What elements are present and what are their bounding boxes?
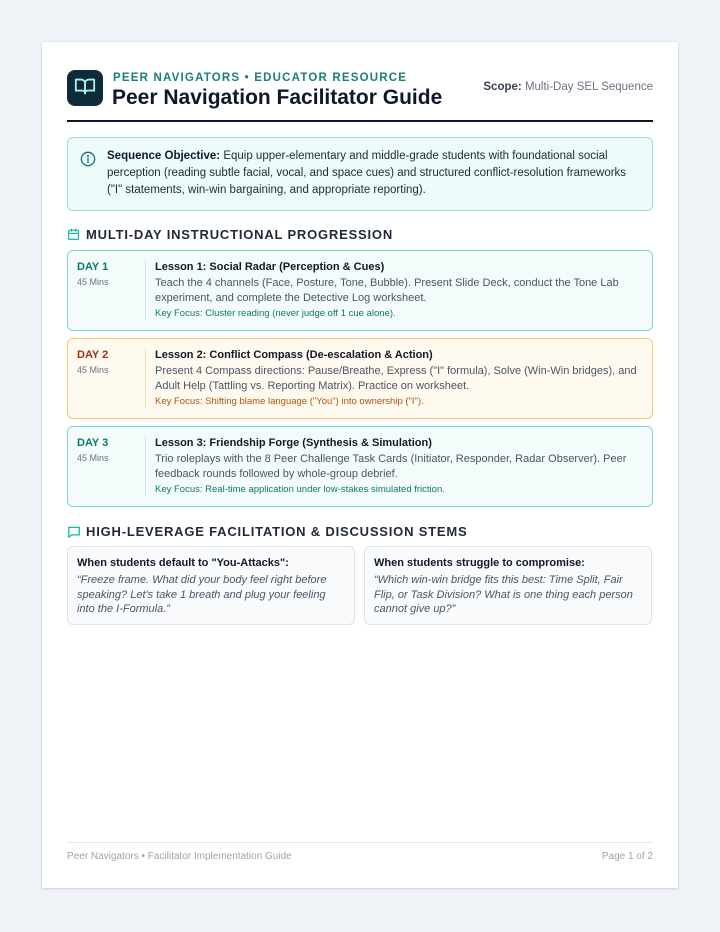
objective-label: Sequence Objective: bbox=[107, 150, 221, 162]
objective-body: Equip upper-elementary and middle-grade students with foundational social perception (reading subtle facial, vocal, and space cues) and structured conflict-resolution frameworks ("I" statements, win-win bargaining, and appropriate reporting). bbox=[107, 150, 627, 196]
lesson-title: Lesson 3: Friendship Forge (Synthesis & Simulation) bbox=[155, 437, 432, 449]
brand-eyebrow: PEER NAVIGATORS • EDUCATOR RESOURCE bbox=[113, 72, 408, 84]
header-divider bbox=[67, 120, 653, 122]
scope-meta bbox=[483, 81, 653, 93]
stem-quote: “Which win-win bridge fits this best: Time Split, Fair Flip, or Task Division? What is one thing each person cannot give up?” bbox=[374, 574, 633, 615]
page-header bbox=[67, 70, 653, 122]
stem-card-you-attacks bbox=[67, 546, 355, 625]
calendar-icon bbox=[67, 228, 80, 246]
info-circle-icon bbox=[80, 151, 96, 172]
objective-callout bbox=[67, 137, 653, 211]
stem-title: When students struggle to compromise: bbox=[374, 557, 585, 569]
day-duration: 45 Mins bbox=[77, 453, 109, 463]
lesson-description: Trio roleplays with the 8 Peer Challenge Task Cards (Initiator, Responder, Radar Observer). Peer feedback rounds followed by whole-group debrief. bbox=[155, 453, 627, 480]
day-label: DAY 1 bbox=[77, 261, 109, 273]
lesson-key-focus: Key Focus: Shifting blame language ("You") into ownership ("I"). bbox=[155, 396, 424, 407]
scope-value: Multi-Day SEL Sequence bbox=[524, 81, 653, 93]
lesson-key-focus: Key Focus: Cluster reading (never judge off 1 cue alone). bbox=[155, 308, 396, 319]
day-divider bbox=[145, 348, 146, 408]
lesson-description: Present 4 Compass directions: Pause/Breathe, Express ("I" formula), Solve (Win-Win bridges), and Adult Help (Tattling vs. Reporting Matrix). Practice on worksheet. bbox=[155, 365, 637, 392]
day-duration: 45 Mins bbox=[77, 365, 109, 375]
lesson-description: Teach the 4 channels (Face, Posture, Tone, Bubble). Present Slide Deck, conduct the Tone Lab experiment, and complete the Detective Log worksheet. bbox=[155, 277, 619, 304]
open-book-icon bbox=[74, 75, 96, 102]
page-content bbox=[67, 42, 653, 888]
page-number: Page 1 of 2 bbox=[601, 851, 653, 862]
page-title: Peer Navigation Facilitator Guide bbox=[112, 86, 443, 109]
day-divider bbox=[145, 260, 146, 320]
stem-quote: “Freeze frame. What did your body feel right before speaking? Let's take 1 breath and plug your feeling into the I-Formula.” bbox=[77, 574, 327, 615]
stem-title: When students default to "You-Attacks": bbox=[77, 557, 289, 569]
day-card-1 bbox=[67, 250, 653, 331]
lesson-title: Lesson 1: Social Radar (Perception & Cues) bbox=[155, 261, 385, 273]
section-heading-stems bbox=[67, 523, 653, 541]
day-card-3 bbox=[67, 426, 653, 507]
logo bbox=[67, 70, 103, 106]
chat-bubble-icon bbox=[67, 525, 81, 544]
lesson-key-focus: Key Focus: Real-time application under low-stakes simulated friction. bbox=[155, 484, 445, 495]
day-label: DAY 3 bbox=[77, 437, 109, 449]
section-heading-progression bbox=[67, 226, 653, 244]
day-divider bbox=[145, 436, 146, 496]
stem-card-compromise bbox=[364, 546, 652, 625]
day-card-2 bbox=[67, 338, 653, 419]
lesson-title: Lesson 2: Conflict Compass (De-escalation & Action) bbox=[155, 349, 433, 361]
objective-text bbox=[107, 148, 637, 199]
section-heading-label: HIGH-LEVERAGE FACILITATION & DISCUSSION STEMS bbox=[86, 524, 468, 539]
section-heading-label: MULTI-DAY INSTRUCTIONAL PROGRESSION bbox=[86, 227, 394, 242]
footer-text: Peer Navigators • Facilitator Implementation Guide bbox=[67, 851, 292, 862]
scope-label: Scope: bbox=[483, 81, 522, 93]
day-duration: 45 Mins bbox=[77, 277, 109, 287]
day-label: DAY 2 bbox=[77, 349, 109, 361]
document-page bbox=[42, 42, 678, 888]
footer-divider bbox=[67, 842, 653, 843]
